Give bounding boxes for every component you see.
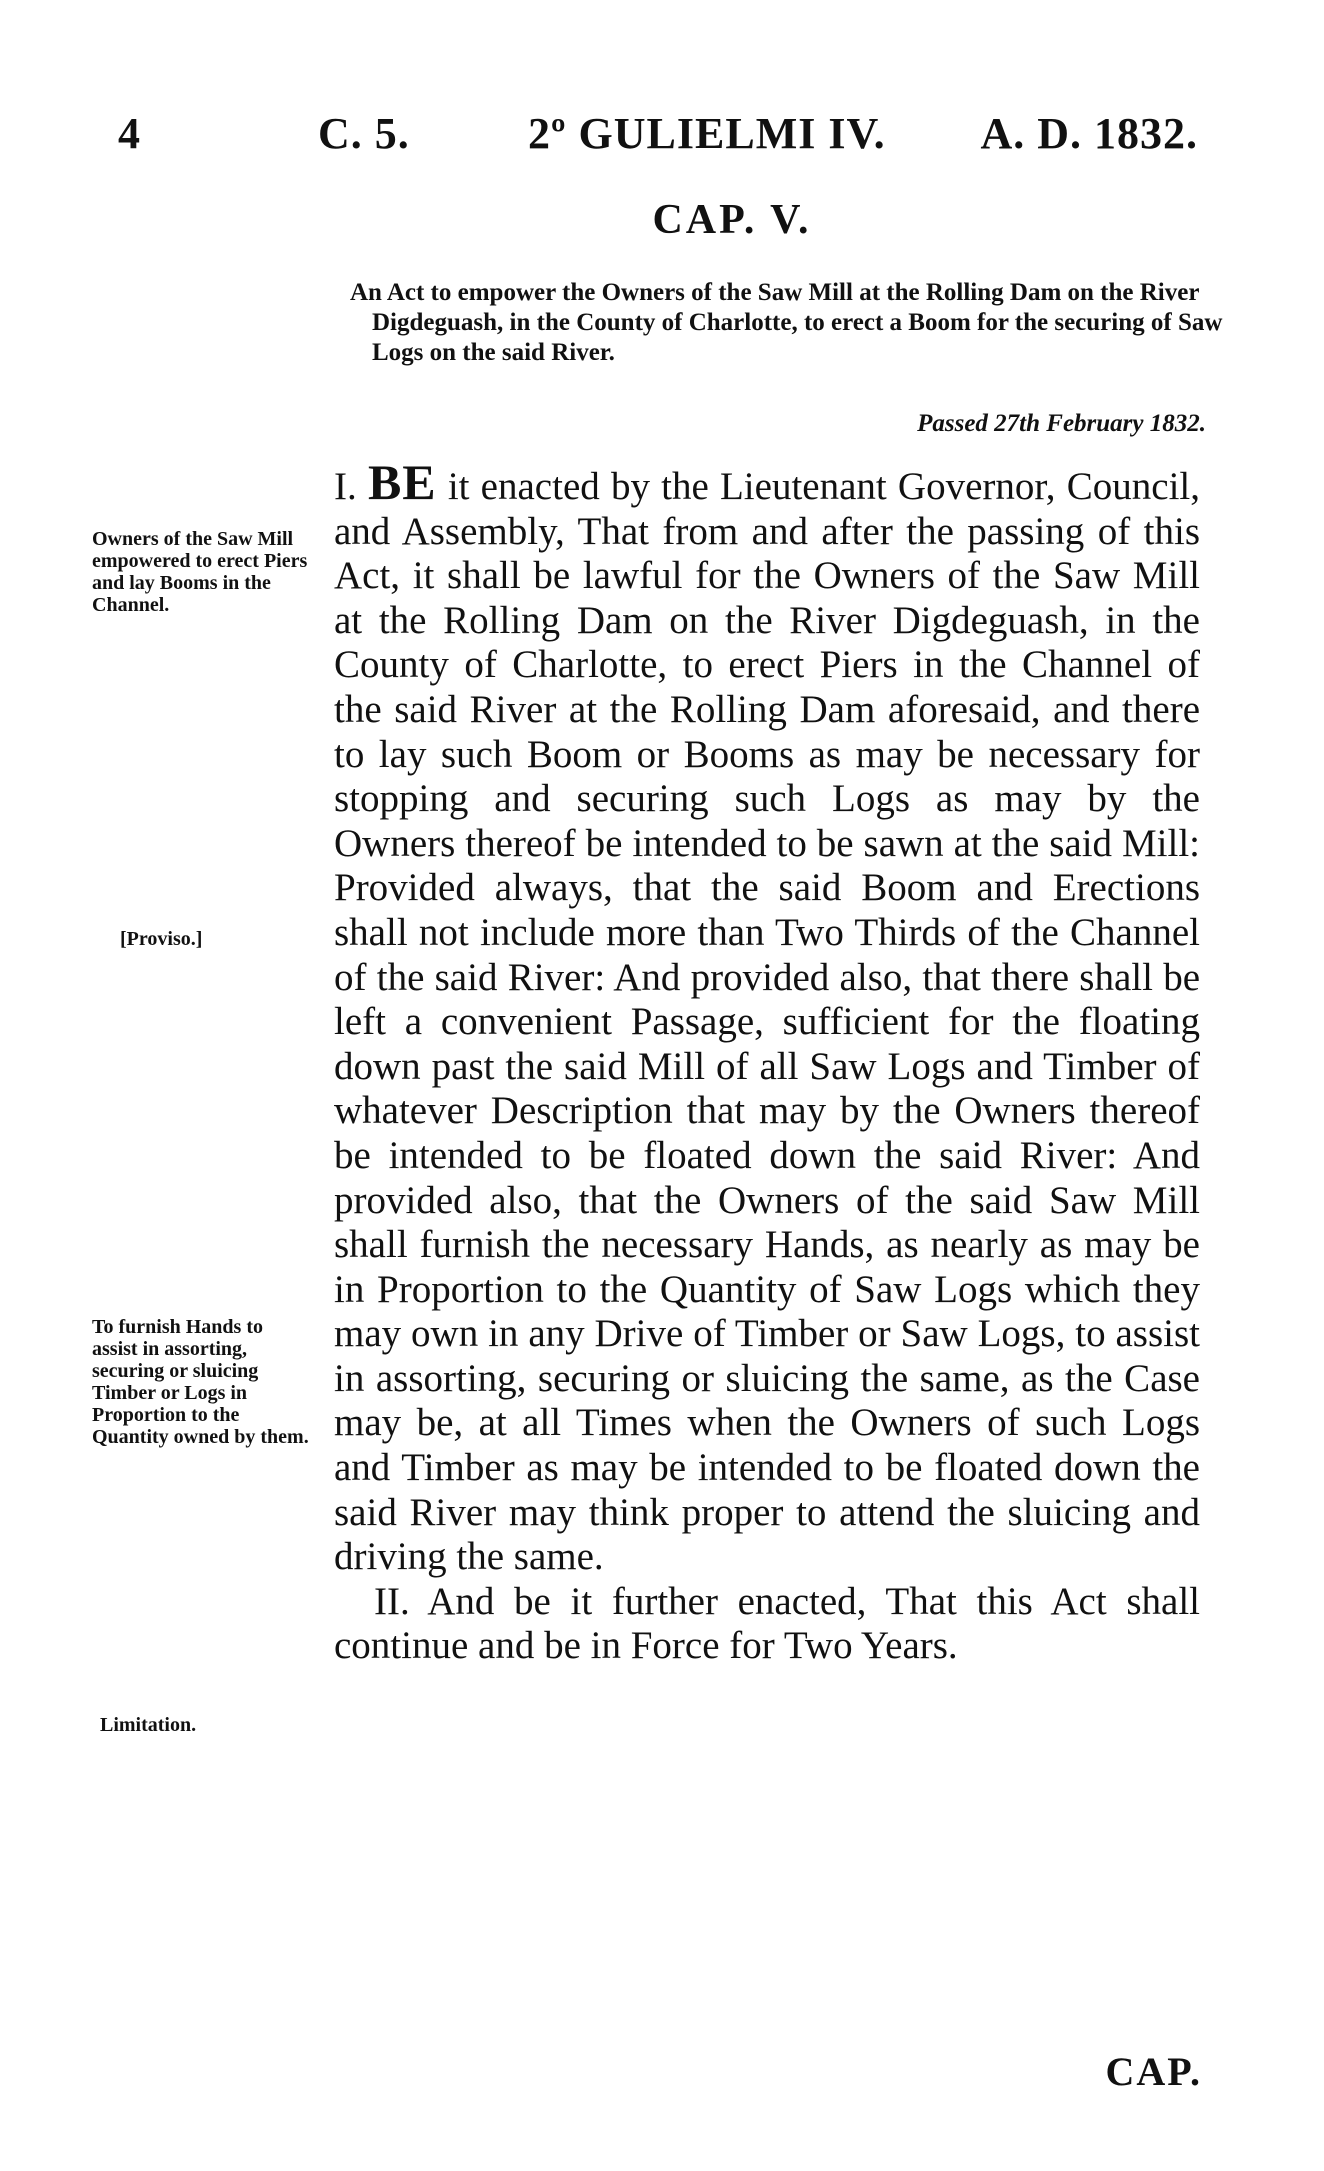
statute-body (334, 454, 1200, 1669)
regnal-year: 2º GULIELMI IV. (528, 109, 886, 158)
running-head (118, 108, 1198, 172)
margin-note-owners: Owners of the Saw Mill empowered to erect Piers and lay Booms in the Channel. (92, 528, 308, 616)
margin-note-proviso: [Proviso.] (120, 928, 203, 950)
passed-date: Passed 27th February 1832. (917, 410, 1206, 437)
section-1 (334, 454, 1200, 1580)
act-title: An Act to empower the Owners of the Saw Mill at the Rolling Dam on the River Digdeguash, in the County of Charlotte, to erect a Boom for the securing of Saw Logs on the said River. (350, 279, 1223, 366)
chapter-reference: C. 5. (318, 109, 410, 158)
margin-note-furnish-hands: To furnish Hands to assist in assorting, securing or sluicing Timber or Logs in Proportion to the Quantity owned by them. (92, 1316, 309, 1448)
section-1-text: it enacted by the Lieutenant Governor, Council, and Assembly, That from and after the passing of this Act, it shall be lawful for the Owners of the Saw Mill at the Rolling Dam on the River Digdeguash, in the County of Charlotte, to erect Piers in the Channel of the said River at the Rolling Dam aforesaid, and there to lay such Boom or Booms as may be necessary for stopping and securing such Logs as may by the Owners thereof be intended to be sawn at the said Mill: Provided always, that the said Boom and Erections shall not include more than Two Thirds of the Channel of the said River: And provided also, that there shall be left a convenient Passage, sufficient for the floating down past the said Mill of all Saw Logs and Timber of whatever Description that may by the Owners thereof be intended to be floated down the said River: And provided also, that the Owners of the said Saw Mill shall furnish the necessary Hands, as nearly as may be in Proportion to the Quantity of Saw Logs which they may own in any Drive of Timber or Saw Logs, to assist in assorting, securing or sluicing the same, as the Case may be, at all Times when the Owners of such Logs and Timber as may be intended to be floated down the said River may think proper to attend the sluicing and driving the same. (334, 465, 1200, 1579)
margin-note-limitation: Limitation. (100, 1714, 197, 1736)
year-of-act: A. D. 1832. (980, 109, 1198, 158)
page-number: 4 (118, 109, 141, 158)
chapter-heading (0, 196, 1324, 244)
section-2: II. And be it further enacted, That this Act shall continue and be in Force for Two Years. (334, 1579, 1200, 1668)
section-1-initial-word: BE (367, 454, 437, 510)
catchword: CAP. (1105, 2049, 1202, 2094)
section-1-numeral: I. (334, 465, 357, 508)
chapter-heading-text: CAP. V. (652, 197, 812, 243)
